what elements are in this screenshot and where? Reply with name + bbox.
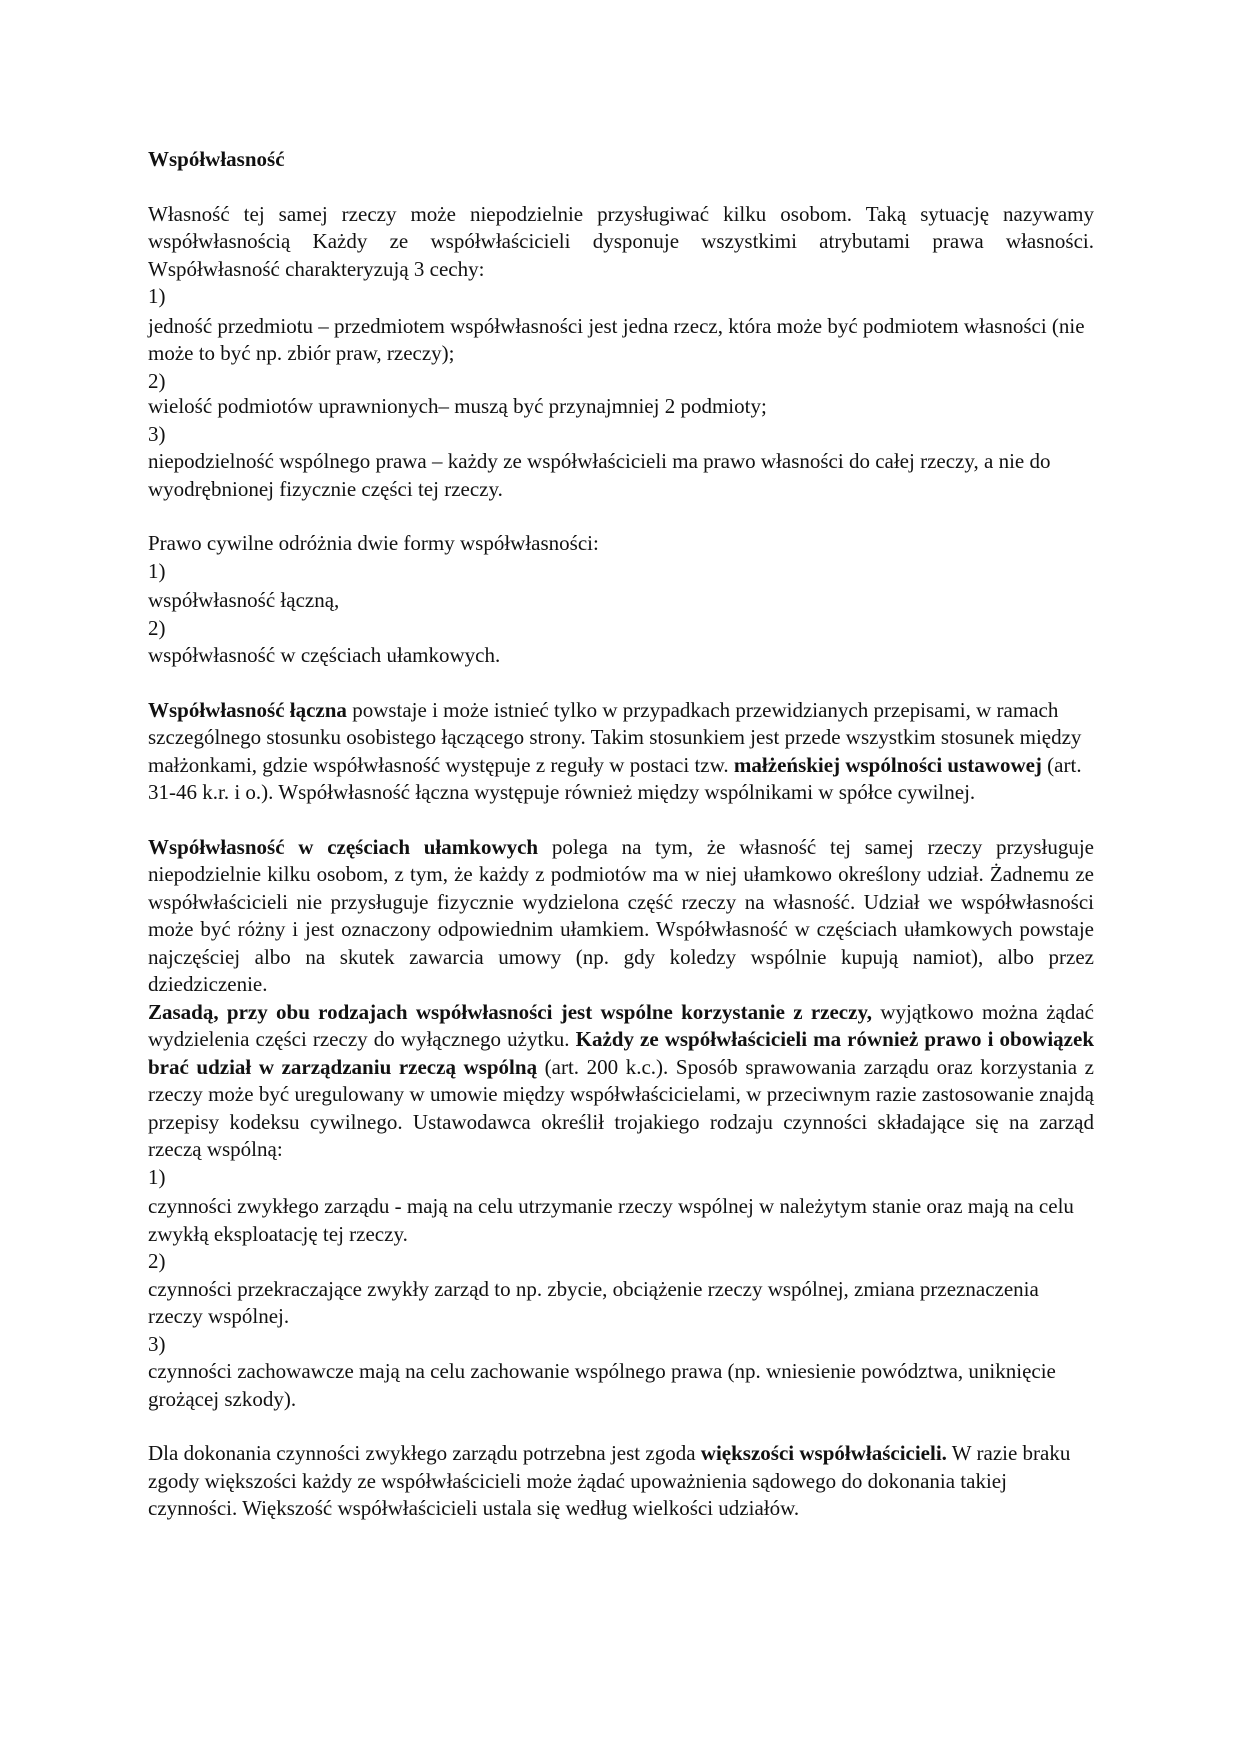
acts-list bbox=[148, 1164, 1094, 1414]
bold-term: Współwłasność łączna bbox=[148, 697, 347, 722]
bold-term: małżeńskiej wspólności ustawowej bbox=[733, 752, 1042, 777]
list-item: czynności zwykłego zarządu - mają na celu utrzymanie rzeczy wspólnej w należytym stanie oraz mają na celu zwykłą eksploatację tej rzeczy. bbox=[148, 1194, 1074, 1246]
bold-term: Każdy ze współwłaścicieli ma również prawo i obowiązek brać udział w zarządzaniu rzeczą wspólną bbox=[148, 1027, 1094, 1079]
list-number: 3) bbox=[148, 421, 166, 446]
list-item: niepodzielność wspólnego prawa – każdy ze współwłaścicieli ma prawo własności do całej rzeczy, a nie do wyodrębnionej fizycznie części tej rzeczy. bbox=[148, 449, 1051, 501]
forms-intro: Prawo cywilne odróżnia dwie formy współwłasności: bbox=[148, 531, 599, 555]
document-title: Współwłasność bbox=[148, 147, 285, 171]
list-number: 1) bbox=[148, 558, 166, 583]
list-item: współwłasność w częściach ułamkowych. bbox=[148, 643, 501, 667]
list-item: wielość podmiotów uprawnionych– muszą być przynajmniej 2 podmioty; bbox=[148, 394, 767, 418]
final-paragraph: Dla dokonania czynności zwykłego zarządu potrzebna jest zgoda większości współwłaścicieli. W razie braku zgody większości każdy ze współwłaścicieli może żądać upoważnienia sądowego do dokonania takiej czynności. Większość współwłaścicieli ustala się według wielkości udziałów. bbox=[148, 1441, 1071, 1520]
bold-term: Współwłasność w częściach ułamkowych bbox=[148, 834, 539, 859]
list-item: współwłasność łączną, bbox=[148, 588, 340, 612]
intro-paragraph: Własność tej samej rzeczy może niepodzielnie przysługiwać kilku osobom. Taką sytuację nazywamy współwłasnością Każdy ze współwłaścicieli dysponuje wszystkimi atrybutami prawa własności. Współwłasność charakteryzują 3 cechy: bbox=[148, 201, 1094, 281]
list-number: 2) bbox=[148, 615, 166, 640]
joint-ownership-paragraph: Współwłasność łączna powstaje i może istnieć tylko w przypadkach przewidzianych przepisami, w ramach szczególnego stosunku osobistego łączącego strony. Takim stosunkiem jest przede wszystkim stosunek między małżonkami, gdzie współwłasność występuje z reguły w postaci tzw. małżeńskiej wspólności ustawowej (art. 31-46 k.r. i o.). Współwłasność łączna występuje również między wspólnikami w spółce cywilnej. bbox=[148, 697, 1082, 804]
list-number: 1) bbox=[148, 284, 166, 308]
list-number: 3) bbox=[148, 1331, 166, 1356]
document-page bbox=[148, 146, 1094, 1523]
list-item: czynności przekraczające zwykły zarząd to np. zbycie, obciążenie rzeczy wspólnej, zmiana przeznaczenia rzeczy wspólnej. bbox=[148, 1276, 1039, 1328]
forms-list bbox=[148, 558, 1094, 670]
list-item: jedność przedmiotu – przedmiotem współwłasności jest jedna rzecz, która może być podmiotem własności (nie może to być np. zbiór praw, rzeczy); bbox=[148, 313, 1085, 365]
bold-term: Zasadą, przy obu rodzajach współwłasności jest wspólne korzystanie z rzeczy, bbox=[148, 999, 873, 1024]
list-number: 2) bbox=[148, 368, 166, 393]
bold-term: większości współwłaścicieli. bbox=[700, 1441, 947, 1465]
fractional-ownership-paragraph: Współwłasność w częściach ułamkowych polega na tym, że własność tej samej rzeczy przysługuje niepodzielnie kilku osobom, z tym, że każdy z podmiotów ma w niej ułamkowo określony udział. Żadnemu ze współwłaścicieli nie przysługuje fizycznie wydzielona część rzeczy na własność. Udział we współwłasności może być różny i jest oznaczony odpowiednim ułamkiem. Współwłasność w częściach ułamkowych powstaje najczęściej albo na skutek zawarcia umowy (np. gdy koledzy wspólnie kupują namiot), albo przez dziedziczenie. bbox=[148, 834, 1094, 996]
rules-paragraph: Zasadą, przy obu rodzajach współwłasności jest wspólne korzystanie z rzeczy, wyjątkowo można żądać wydzielenia części rzeczy do wyłącznego użytku. Każdy ze współwłaścicieli ma również prawo i obowiązek brać udział w zarządzaniu rzeczą wspólną (art. 200 k.c.). Sposób sprawowania zarządu oraz korzystania z rzeczy może być uregulowany w umowie między współwłaścicielami, w przeciwnym razie zastosowanie znajdą przepisy kodeksu cywilnego. Ustawodawca określił trojakiego rodzaju czynności składające się na zarząd rzeczą wspólną: bbox=[148, 999, 1095, 1161]
list-item: czynności zachowawcze mają na celu zachowanie wspólnego prawa (np. wniesienie powództwa, uniknięcie grożącej szkody). bbox=[148, 1359, 1056, 1411]
features-list bbox=[148, 283, 1094, 503]
list-number: 1) bbox=[148, 1164, 166, 1189]
list-number: 2) bbox=[148, 1249, 166, 1273]
